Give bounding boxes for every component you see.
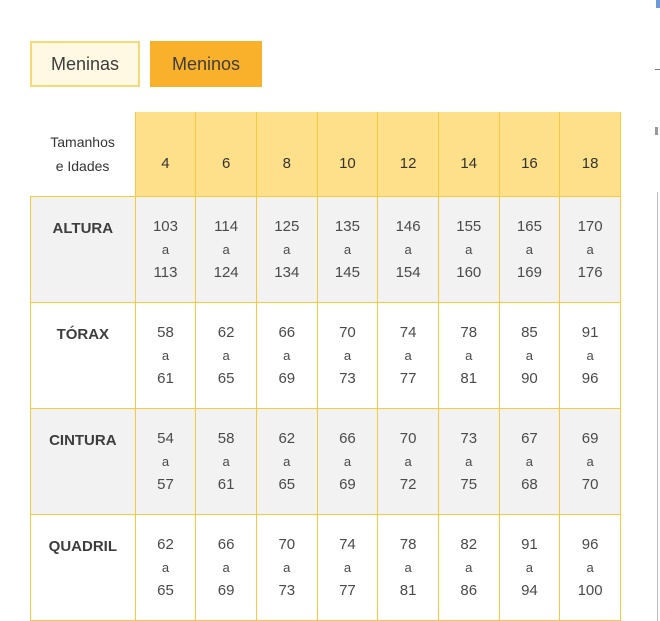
measure-max: 94 [521,581,538,599]
measure-label: QUADRIL [31,514,136,620]
measure-cell [560,408,621,514]
measure-min: 114 [214,217,239,235]
measure-max: 65 [278,475,296,493]
measure-min: 170 [577,217,603,235]
measure-max: 81 [399,581,417,599]
measure-min: 67 [521,429,538,447]
corner-label [31,112,136,196]
measure-min: 125 [274,217,300,235]
measure-cell [378,408,439,514]
range-separator: a [283,347,291,363]
measure-max: 73 [278,581,296,599]
range-separator: a [343,453,352,469]
measure-min: 66 [339,429,356,447]
measure-min: 155 [456,217,482,235]
size-header: 6 [196,112,257,196]
measure-cell [256,302,317,408]
measure-max: 90 [521,369,538,387]
measure-cell [256,514,317,620]
measure-cell [196,514,257,620]
measure-max: 69 [278,369,296,387]
range-separator: a [343,241,352,257]
measure-min: 96 [581,535,599,553]
measure-min: 62 [157,535,174,553]
measure-max: 169 [516,263,542,281]
measure-max: 72 [399,475,417,493]
measure-max: 160 [456,263,482,281]
range-separator: a [222,559,230,575]
size-header: 8 [256,112,317,196]
measure-min: 69 [581,429,599,447]
measure-max: 57 [157,475,174,493]
measure-min: 78 [460,323,478,341]
measure-max: 77 [339,581,356,599]
measure-cell [499,408,560,514]
measure-min: 62 [217,323,235,341]
size-header: 10 [317,112,378,196]
range-separator: a [404,559,412,575]
range-separator: a [404,453,412,469]
range-separator: a [586,559,594,575]
measure-min: 74 [399,323,417,341]
measure-min: 66 [278,323,296,341]
measure-cell [499,302,560,408]
measure-min: 103 [152,217,178,235]
measure-min: 58 [217,429,235,447]
measure-min: 146 [395,217,421,235]
gender-tabs [30,41,262,87]
measure-min: 62 [278,429,296,447]
range-separator: a [586,241,594,257]
measure-cell [438,302,499,408]
measure-cell [560,514,621,620]
window-edge-tick [655,127,658,135]
range-separator: a [161,453,170,469]
measure-max: 124 [213,263,239,281]
measure-cell [378,514,439,620]
measure-label: ALTURA [31,196,136,302]
range-separator: a [283,453,291,469]
measure-cell [317,408,378,514]
measure-row-quadril [31,514,621,620]
measure-min: 78 [399,535,417,553]
measure-cell [196,196,257,302]
measure-label: TÓRAX [31,302,136,408]
measure-cell [256,196,317,302]
tab-meninas[interactable]: Meninas [30,41,140,87]
size-header-row [31,112,621,196]
measure-cell [317,514,378,620]
measure-min: 82 [460,535,478,553]
measure-max: 68 [521,475,538,493]
measure-cell [135,196,196,302]
window-edge-accent [656,0,660,8]
measure-min: 74 [339,535,356,553]
range-separator: a [343,347,352,363]
measure-min: 91 [581,323,599,341]
measure-row-cintura [31,408,621,514]
range-separator: a [465,241,473,257]
measure-max: 75 [460,475,478,493]
range-separator: a [404,347,412,363]
measure-min: 91 [521,535,538,553]
measure-cell [196,408,257,514]
size-table [30,112,621,621]
measure-cell [560,196,621,302]
measure-min: 73 [460,429,478,447]
range-separator: a [525,559,534,575]
size-header: 16 [499,112,560,196]
measure-min: 70 [399,429,417,447]
measure-max: 134 [274,263,300,281]
tab-meninos[interactable]: Meninos [150,41,262,87]
measure-cell [560,302,621,408]
range-separator: a [343,559,352,575]
measure-max: 154 [395,263,421,281]
range-separator: a [465,453,473,469]
measure-cell [256,408,317,514]
measure-row-altura [31,196,621,302]
measure-cell [378,196,439,302]
range-separator: a [222,241,230,257]
measure-max: 145 [334,263,360,281]
measure-min: 135 [334,217,360,235]
size-header: 12 [378,112,439,196]
measure-min: 54 [157,429,174,447]
range-separator: a [465,347,473,363]
corner-label-line1: Tamanhos [50,133,115,150]
measure-max: 73 [339,369,356,387]
range-separator: a [161,559,170,575]
measure-cell [438,408,499,514]
size-header: 18 [560,112,621,196]
measure-max: 69 [217,581,235,599]
measure-cell [135,302,196,408]
measure-max: 70 [581,475,599,493]
range-separator: a [525,453,534,469]
measure-cell [196,302,257,408]
range-separator: a [222,347,230,363]
measure-cell [317,302,378,408]
measure-max: 65 [157,581,174,599]
corner-label-line2: e Idades [55,157,110,174]
measure-cell [135,514,196,620]
range-separator: a [404,241,412,257]
window-edge-dash [655,69,660,70]
measure-min: 70 [278,535,296,553]
measure-max: 69 [339,475,356,493]
range-separator: a [283,241,291,257]
measure-max: 77 [399,369,417,387]
range-separator: a [525,241,534,257]
measure-max: 86 [460,581,478,599]
measure-max: 96 [581,369,599,387]
measure-min: 58 [157,323,174,341]
range-separator: a [161,241,170,257]
range-separator: a [465,559,473,575]
size-table-container [30,112,621,621]
measure-cell [499,196,560,302]
range-separator: a [525,347,534,363]
measure-max: 81 [460,369,478,387]
measure-max: 65 [217,369,235,387]
measure-cell [378,302,439,408]
range-separator: a [283,559,291,575]
measure-cell [438,196,499,302]
range-separator: a [161,347,170,363]
measure-cell [499,514,560,620]
measure-cell [438,514,499,620]
range-separator: a [586,453,594,469]
measure-max: 113 [153,263,178,281]
measure-row-tórax [31,302,621,408]
measure-max: 61 [157,369,174,387]
measure-max: 176 [577,263,603,281]
measure-label: CINTURA [31,408,136,514]
measure-min: 165 [516,217,542,235]
range-separator: a [222,453,230,469]
measure-cell [317,196,378,302]
measure-cell [135,408,196,514]
range-separator: a [586,347,594,363]
measure-min: 70 [339,323,356,341]
measure-min: 85 [521,323,538,341]
measure-min: 66 [217,535,235,553]
measure-max: 61 [217,475,235,493]
size-header: 4 [135,112,196,196]
size-header: 14 [438,112,499,196]
measure-max: 100 [577,581,603,599]
window-edge-line [657,192,658,621]
